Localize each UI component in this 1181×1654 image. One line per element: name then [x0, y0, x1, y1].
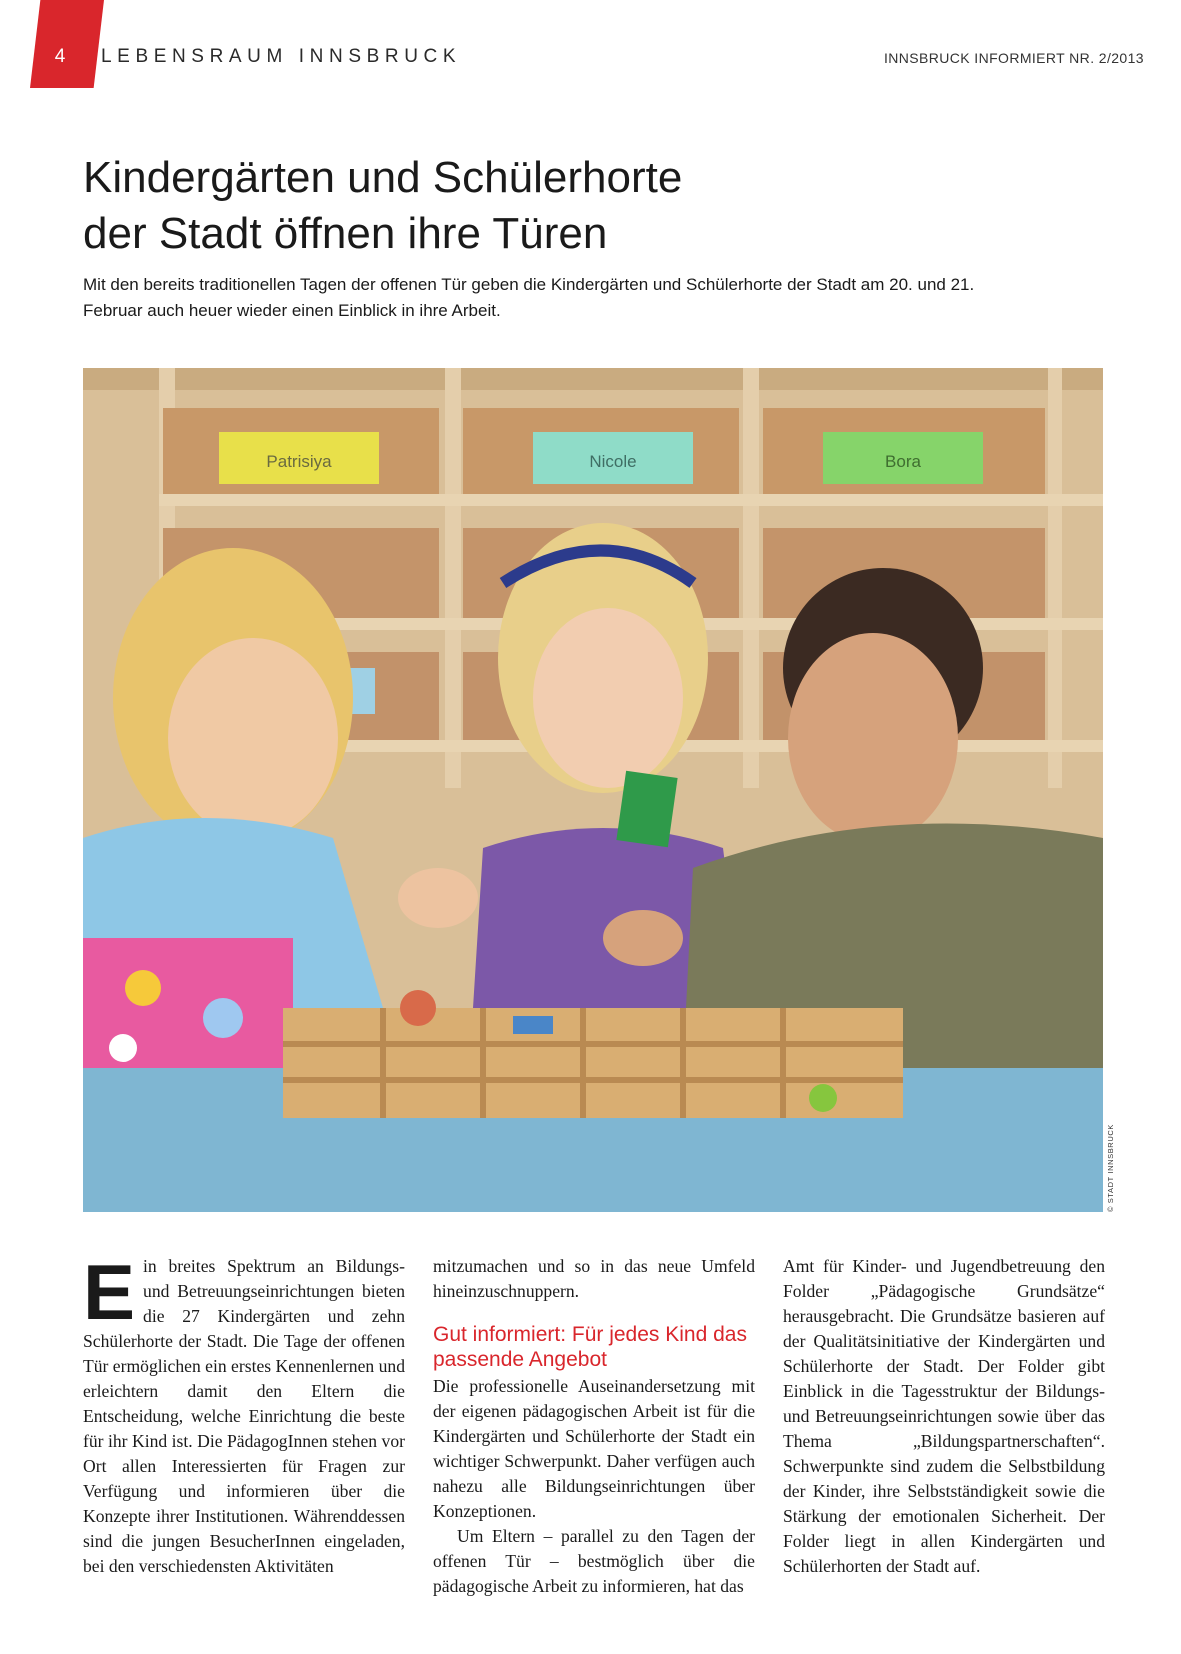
column-3-text: Amt für Kinder- und Jugendbetreuung den Folder „Pädagogische Grundsätze“ herausgebracht. Die Grundsätze basieren auf der Qualitätsinitiative der Kindergärten und Schülerhorte der Stadt. Der Folder gibt Einblick in die Tagesstruktur der Bildungs- und Betreuungseinrichtungen sowie über das Thema „Bildungspartnerschaften“. Schwerpunkte sind zudem die Selbstbildung der Kinder, ihre Selbstständigkeit sowie die Stärkung der emotionalen Sicherheit. Der Folder liegt in allen Kindergärten und Schülerhorten der Stadt auf. — [783, 1256, 1105, 1576]
article-lead: Mit den bereits traditionellen Tagen der offenen Tür geben die Kindergärten und Schülerhorte der Stadt am 20. und 21. Februar auch heuer wieder einen Einblick in ihre Arbeit. — [83, 275, 975, 320]
article-headline — [83, 150, 682, 262]
drawer-label-1: Patrisiya — [266, 452, 332, 471]
column-2-paragraph-2: Um Eltern – parallel zu den Tagen der offenen Tür – bestmöglich über die pädagogische Arbeit zu informieren, hat das — [433, 1526, 755, 1596]
article-column-3 — [783, 1254, 1105, 1579]
column-1-text: in breites Spektrum an Bildungs- und Betreuungseinrichtungen bieten die 27 Kindergärten und zehn Schülerhorte der Stadt. Die Tage der offenen Tür ermöglichen ein erstes Kennenlernen und erleichtern damit den Eltern die Entscheidung, welche Einrichtung die beste für ihr Kind ist. Die PädagogInnen stehen vor Ort allen Interessierten für Fragen zur Verfügung und informieren über die Konzepte ihrer Institutionen. Währenddessen sind die jungen BesucherInnen eingeladen, bei den verschiedensten Aktivitäten — [83, 1256, 405, 1576]
column-2-intro: mitzumachen und so in das neue Umfeld hineinzuschnuppern. — [433, 1256, 755, 1301]
article-photo — [83, 368, 1103, 1212]
headline-line-2: der Stadt öffnen ihre Türen — [83, 209, 608, 258]
article-column-2 — [433, 1254, 755, 1599]
photo-illustration — [83, 368, 1103, 1212]
drawer-label-2: Nicole — [589, 452, 637, 471]
article-column-1 — [83, 1248, 405, 1579]
column-2-paragraph-1: Die professionelle Auseinandersetzung mit der eigenen pädagogischen Arbeit ist für die Kindergärten und Schülerhorte der Stadt ein wichtiger Schwerpunkt. Daher verfügen auch nahezu alle Bildungseinrichtungen über Konzeptionen. — [433, 1376, 755, 1521]
page-number: 4 — [54, 46, 66, 67]
headline-line-1: Kindergärten und Schülerhorte — [83, 153, 683, 202]
photo-credit: © STADT INNSBRUCK — [1106, 1124, 1115, 1212]
section-title: LEBENSRAUM INNSBRUCK — [101, 46, 462, 67]
article-subheading: Gut informiert: Für jedes Kind das passende Angebot — [433, 1323, 747, 1371]
drop-cap: E — [83, 1248, 136, 1336]
page-number-tab — [30, 0, 104, 88]
issue-label: INNSBRUCK INFORMIERT NR. 2/2013 — [883, 50, 1144, 66]
drawer-label-3: Bora — [885, 452, 921, 471]
